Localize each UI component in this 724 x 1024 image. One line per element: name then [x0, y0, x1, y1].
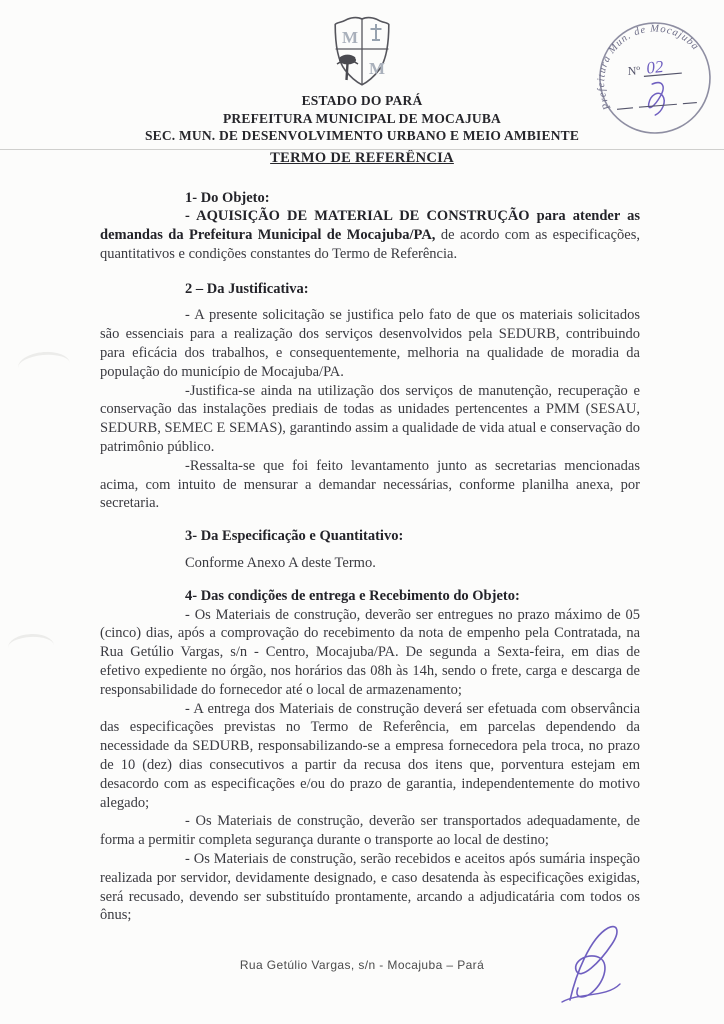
paragraph: - Os Materiais de construção, deverão ser transportados adequadamente, de forma a permitir completa segurança durante o transporte ao local de destino;	[100, 813, 640, 849]
document-title: TERMO DE REFERÊNCIA	[270, 149, 454, 166]
paragraph-bold-lead: - AQUISIÇÃO DE MATERIAL DE CONSTRUÇÃO para atender as demandas da Prefeitura Municipal de Mocajuba/PA,	[100, 208, 640, 244]
stamp-number-label: Nº	[627, 63, 641, 78]
paragraph: - A entrega dos Materiais de construção deverá ser efetuada com observância das especificações previstas no Termo de Referência, em parcelas dependendo da necessidade da SEDURB, responsabilizando-se a empresa fornecedora pela troca, no prazo de 10 (dez) dias consecutivos a partir da recusa dos itens que, porventura estejam em desacordo com as especificações e/ou do prazo de garantia, independentemente do motivo alegado;	[100, 700, 640, 811]
scan-fold-line	[0, 149, 724, 150]
paragraph: -Justifica-se ainda na utilização dos serviços de manutenção, recuperação e conservação das instalações prediais de todas as unidades pertencentes a PMM (SESAU, SEDURB, SEMEC E SEMAS), garantindo assim a qualidade de vida atual e conservação do patrimônio público.	[100, 382, 640, 456]
stamp-number-handwritten: 02	[645, 56, 665, 78]
section-objeto	[100, 189, 640, 264]
paragraph: - Os Materiais de construção, deverão ser entregues no prazo máximo de 05 (cinco) dias, após a comprovação do recebimento da nota de empenho pela Contratada, na Rua Getúlio Vargas, s/n - Centro, Mocajuba/PA. De segunda a Sexta-feira, em dias de efetivo expediente no órgão, nos horários das 08h às 14h, sendo o frete, carga e descarga de responsabilidade do fornecedor até o local de armazenamento;	[100, 606, 640, 698]
section-heading: 3- Da Especificação e Quantitativo:	[185, 528, 404, 545]
crest-letter-tl: M	[342, 28, 359, 47]
section-condicoes-entrega	[100, 587, 640, 925]
section-justificativa	[100, 280, 640, 514]
stamp-initial-handwriting	[648, 82, 665, 115]
paragraph-text: de acordo com as especificações, quantitativos e condições constantes do Termo de Referência.	[100, 227, 641, 262]
header-municipality: PREFEITURA MUNICIPAL DE MOCAJUBA	[222, 110, 502, 126]
document-body	[100, 189, 640, 926]
paragraph: -Ressalta-se que foi feito levantamento junto as secretarias mencionadas acima, com intuito de mensurar a demandar necessárias, conforme planilha anexa, por secretaria.	[100, 457, 640, 512]
crest-palm-tree-icon	[337, 56, 358, 81]
paragraph: Conforme Anexo A deste Termo.	[185, 555, 376, 572]
section-heading: 4- Das condições de entrega e Recebimento do Objeto:	[185, 587, 520, 604]
header-state: ESTADO DO PARÁ	[301, 93, 423, 108]
round-office-stamp	[590, 16, 720, 142]
crest-letter-br: M	[369, 59, 386, 78]
section-especificacao	[100, 527, 640, 573]
paragraph	[100, 207, 640, 263]
paragraph: - A presente solicitação se justifica pelo fato de que os materiais solicitados são essenciais para a realização dos serviços desenvolvidos pela SEDURB, contribuindo para eficácia dos trabalhos, e consequentemente, melhoria na qualidade de moradia da população do município de Mocajuba/PA.	[100, 307, 640, 380]
paragraph: - Os Materiais de construção, serão recebidos e aceitos após sumária inspeção realizada por servidor, devidamente designado, e caso desatenda às especificações exigidas, será recusado, devendo ser substituído prontamente, arcando a adjudicatária com todos os ônus;	[100, 851, 640, 924]
crest-cross-icon	[371, 24, 382, 40]
header-department: SEC. MUN. DE DESENVOLVIMENTO URBANO E MEIO AMBIENTE	[144, 128, 580, 143]
section-heading: 1- Do Objeto:	[185, 189, 270, 206]
footer-address: Rua Getúlio Vargas, s/n - Mocajuba – Pará	[239, 958, 485, 972]
scan-artifact	[17, 350, 71, 381]
municipal-crest-logo	[331, 16, 393, 88]
section-heading: 2 – Da Justificativa:	[185, 280, 309, 297]
scan-artifact	[7, 633, 54, 660]
stamp-ring-text: Prefeitura Mun. de Mocajuba	[596, 23, 702, 112]
